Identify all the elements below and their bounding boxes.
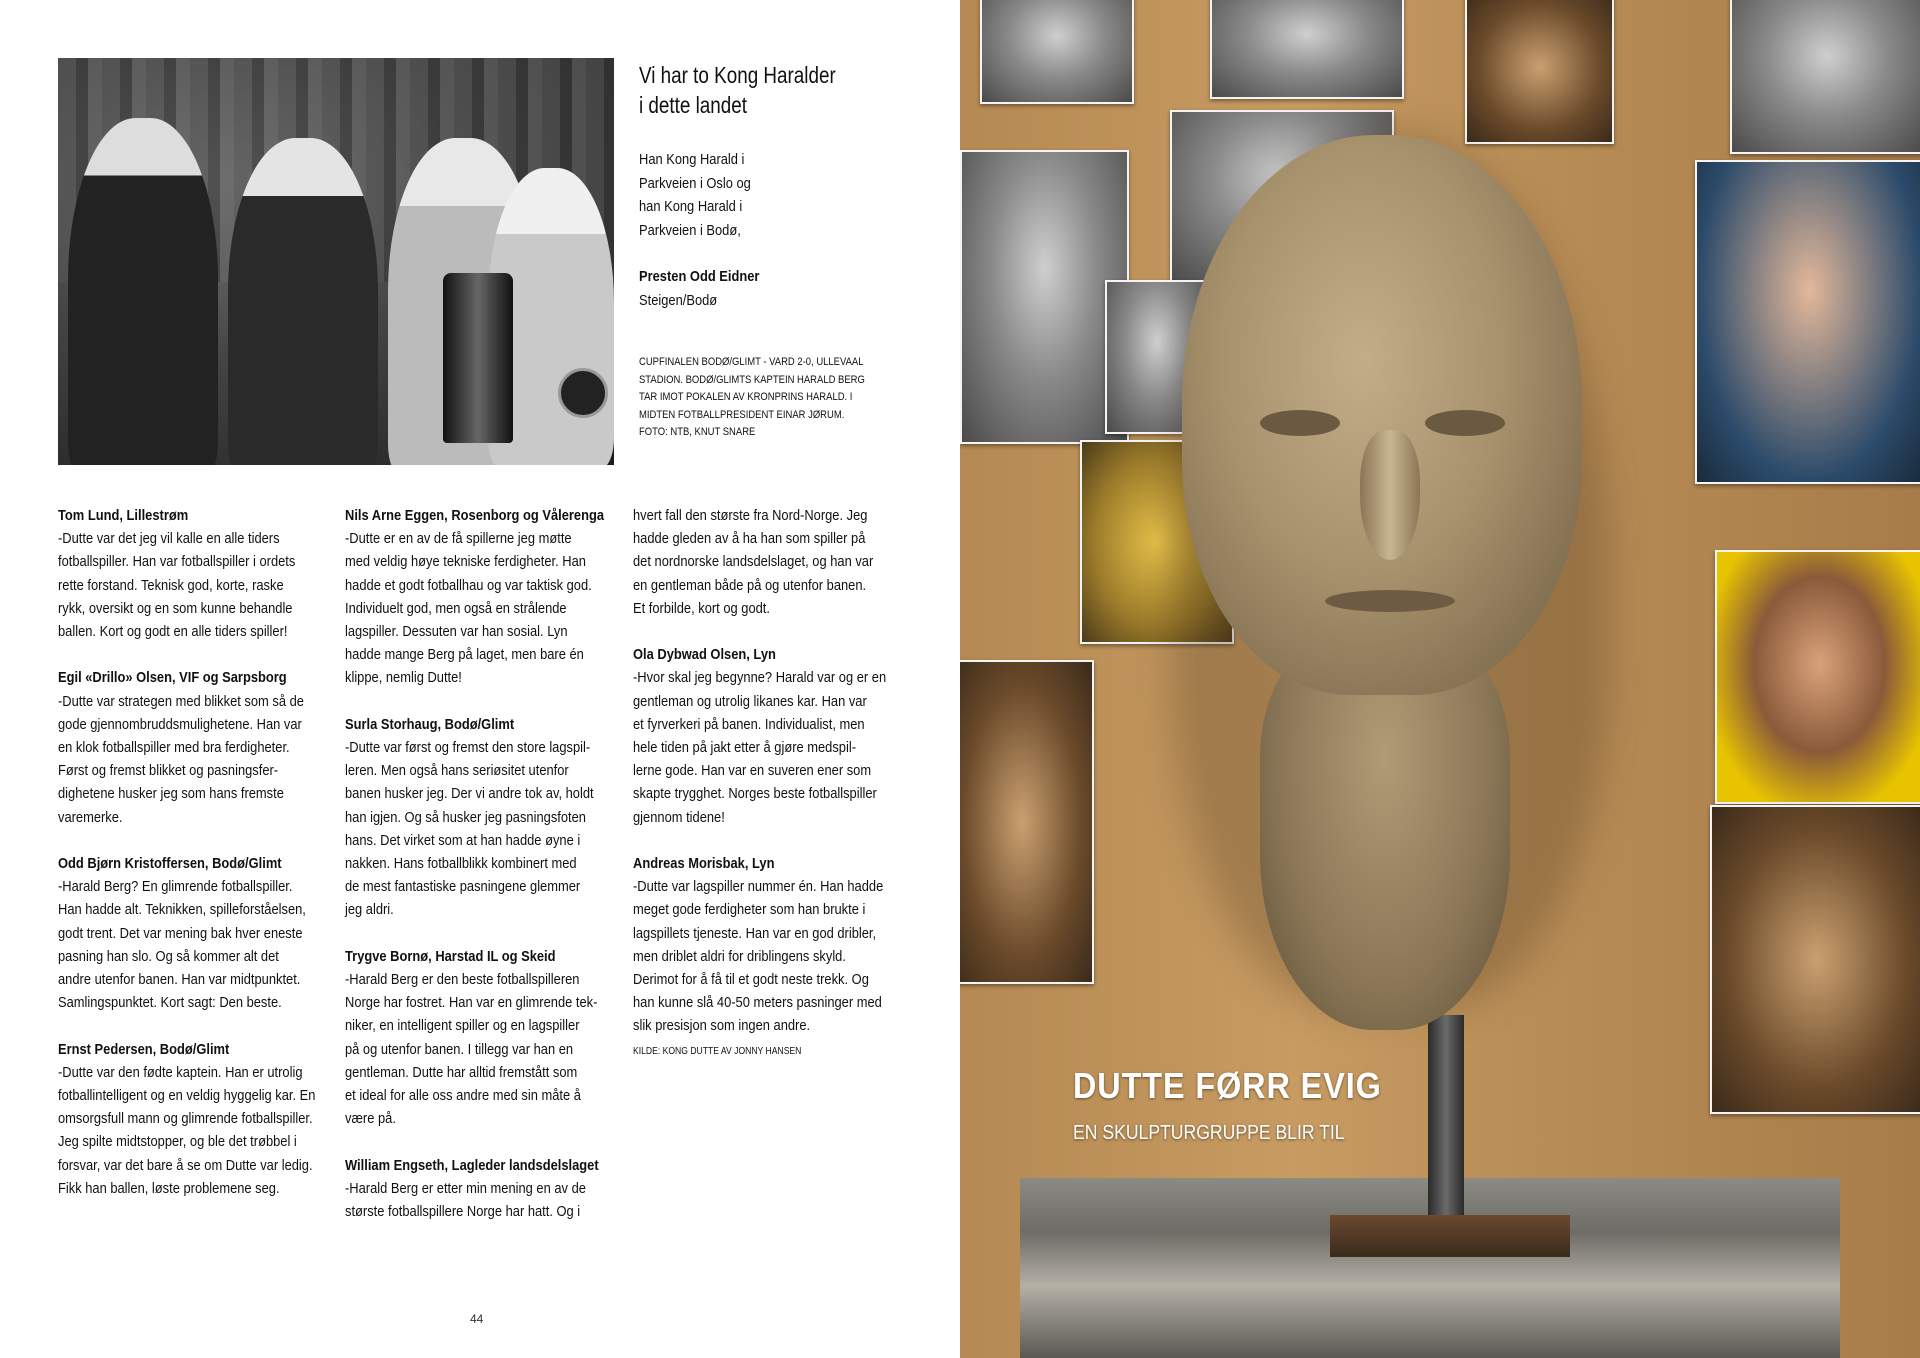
quote-text: hvert fall den største fra Nord-Norge. Jeg — [633, 507, 868, 524]
quote-text: -Hvor skal jeg begynne? Harald var og er en — [633, 669, 887, 687]
quote-text: gode gjennombruddsmulighetene. Han var — [58, 715, 302, 733]
quote-text: gentleman. Dutte har alltid fremstått som — [345, 1063, 578, 1081]
quotes-column-3 — [633, 504, 913, 1060]
quote-text: -Dutte var strategen med blikket som så de — [58, 692, 304, 710]
quote-text: gjennom tidene! — [633, 808, 725, 826]
quote-text: men driblet aldri for driblingens skyld. — [633, 947, 846, 965]
quote-text: gentleman og utrolig likanes kar. Han var — [633, 692, 867, 710]
quote-text: dighetene husker jeg som hans fremste — [58, 785, 284, 803]
quote-text: Individuelt god, men også en strålende — [345, 599, 567, 617]
quote-author: William Engseth, Lagleder landsdelslaget — [345, 1156, 599, 1174]
cup-final-photo — [58, 58, 614, 465]
quote-text: slik presisjon som ingen andre. — [633, 1017, 811, 1035]
quote-text: -Harald Berg er etter min mening en av de — [345, 1179, 586, 1197]
quote-text: -Dutte var det jeg vil kalle en alle tiders — [58, 530, 280, 548]
quote-text: hadde et godt fotballhau og var taktisk god. — [345, 576, 592, 594]
quote-text: med veldig høye tekniske ferdigheter. Han — [345, 553, 586, 571]
quote-text: lagspillets tjeneste. Han var en god dribler, — [633, 924, 877, 942]
quote-text: -Dutte var lagspiller nummer én. Han hadde — [633, 878, 884, 896]
quote-text: det nordnorske landsdelslaget, og han var — [633, 553, 874, 571]
poem-author: Presten Odd Eidner Steigen/Bodø — [639, 268, 760, 309]
quotes-column-2 — [345, 504, 625, 1223]
sculpture-photo — [960, 0, 1920, 1358]
quote-author: Andreas Morisbak, Lyn — [633, 855, 775, 873]
quote-text: han kunne slå 40-50 meters pasninger med — [633, 994, 882, 1012]
quote-text: fotballintelligent og en veldig hyggelig kar. En — [58, 1087, 316, 1105]
quote-text: hele tiden på jakt etter å gjøre medspil- — [633, 739, 857, 757]
quote-text: jeg aldri. — [345, 901, 394, 919]
quote-text: nakken. Hans fotballblikk kombinert med — [345, 855, 577, 873]
quote-author: Tom Lund, Lillestrøm — [58, 507, 189, 524]
quote-text: leren. Men også hans seriøsitet utenfor — [345, 762, 569, 780]
quote-text: Fikk han ballen, løste problemene seg. — [58, 1179, 280, 1197]
quote-text: banen husker jeg. Der vi andre tok av, holdt — [345, 785, 594, 803]
quote-text: et fyrverkeri på banen. Individualist, men — [633, 715, 865, 733]
quote-author: Nils Arne Eggen, Rosenborg og Vålerenga — [345, 507, 605, 524]
quote-text: lagspiller. Dessuten var han sosial. Lyn — [345, 623, 568, 641]
photo-caption: CUPFINALEN BODØ/GLIMT - VARD 2-0, ULLEVAAL STADION. BODØ/GLIMTS KAPTEIN HARALD BERG TAR IMOT POKALEN AV KRONPRINS HARALD. I MIDTEN FOTBALLPRESIDENT EINAR JØRUM. FOTO: NTB, KNUT SNARE — [639, 356, 865, 438]
quote-text: niker, en intelligent spiller og en lagspiller — [345, 1017, 580, 1035]
quote-text: hadde gleden av å ha han som spiller på — [633, 530, 866, 548]
page-number: 44 — [470, 1312, 484, 1326]
quote-text: -Dutte var den fødte kaptein. Han er utrolig — [58, 1063, 303, 1081]
quote-continuation — [633, 504, 913, 620]
quote-text: rykk, oversikt og en som kunne behandle — [58, 599, 293, 617]
quotes-column-1 — [58, 504, 338, 1200]
quote-text: skapte trygghet. Norges beste fotballspiller — [633, 785, 877, 803]
quote-text: forsvar, var det bare å se om Dutte var ledig. — [58, 1156, 313, 1174]
quote-text: en gentleman både på og utenfor banen. — [633, 576, 867, 594]
quote-text: Jeg spilte midtstopper, og ble det trøbbel i — [58, 1133, 297, 1151]
quote-text: de mest fantastiske pasningene glemmer — [345, 878, 581, 896]
quote-text: han igjen. Og så husker jeg pasningsfoten — [345, 808, 586, 826]
quote-text: en klok fotballspiller med bra ferdigheter. — [58, 739, 290, 757]
quote-text: -Harald Berg? En glimrende fotballspiller. — [58, 878, 293, 896]
quote-text: pasning han slo. Og så kommer alt det — [58, 947, 279, 965]
quote-text: varemerke. — [58, 808, 123, 826]
trophy-icon — [443, 273, 513, 443]
quote-author: Ernst Pedersen, Bodø/Glimt — [58, 1040, 230, 1058]
quote-author: Trygve Bornø, Harstad IL og Skeid — [345, 947, 556, 965]
quote-text: klippe, nemlig Dutte! — [345, 669, 462, 687]
sculpture-title: DUTTE FØRR EVIG — [1073, 1065, 1382, 1106]
quote-author: Ola Dybwad Olsen, Lyn — [633, 646, 776, 664]
quote-text: hans. Det virket som at han hadde øyne i — [345, 831, 581, 849]
sculpture-subtitle: EN SKULPTURGRUPPE BLIR TIL — [1073, 1122, 1345, 1144]
quote-text: lerne gode. Han var en suveren ener som — [633, 762, 872, 780]
quote-text: ballen. Kort og godt en alle tiders spiller! — [58, 623, 288, 641]
quote-author: Odd Bjørn Kristoffersen, Bodø/Glimt — [58, 855, 282, 873]
source-credit: KILDE: KONG DUTTE AV JONNY HANSEN — [633, 1045, 802, 1057]
quote-text: Samlingspunktet. Kort sagt: Den beste. — [58, 994, 282, 1012]
quote-text: være på. — [345, 1110, 396, 1128]
quote-text: omsorgsfull mann og glimrende fotballspiller. — [58, 1110, 313, 1128]
quote-text: Han hadde alt. Teknikken, spilleforståelsen, — [58, 901, 306, 919]
quote-text: godt trent. Det var mening bak hver eneste — [58, 924, 303, 942]
quote-text: -Dutte var først og fremst den store lagspil- — [345, 739, 591, 757]
quote-author: Egil «Drillo» Olsen, VIF og Sarpsborg — [58, 669, 287, 687]
quote-text: Et forbilde, kort og godt. — [633, 599, 770, 617]
quote-text: andre utenfor banen. Han var midtpunktet. — [58, 971, 301, 989]
quote-text: Derimot for å få til et godt neste trekk. Og — [633, 971, 869, 989]
quote-author: Surla Storhaug, Bodø/Glimt — [345, 715, 515, 733]
quote-text: Norge har fostret. Han var en glimrende tek- — [345, 994, 598, 1012]
quote-text: Først og fremst blikket og pasningsfer- — [58, 762, 279, 780]
poem-heading: Vi har to Kong Haralder i dette landet — [639, 62, 836, 118]
quote-text: et ideal for alle oss andre med sin måte å — [345, 1087, 581, 1105]
quote-text: rette forstand. Teknisk god, korte, raske — [58, 576, 284, 594]
quote-text: på og utenfor banen. I tillegg var han en — [345, 1040, 574, 1058]
quote-text: fotballspiller. Han var fotballspiller i ordets — [58, 553, 296, 571]
poem-text: Han Kong Harald i Parkveien i Oslo og han Kong Harald i Parkveien i Bodø, — [639, 151, 751, 239]
quote-text: -Harald Berg er den beste fotballspilleren — [345, 971, 580, 989]
quote-text: -Dutte er en av de få spillerne jeg møtte — [345, 530, 572, 548]
quote-text: meget gode ferdigheter som han brukte i — [633, 901, 866, 919]
quote-text: største fotballspillere Norge har hatt. Og i — [345, 1203, 581, 1221]
quote-text: hadde mange Berg på laget, men bare én — [345, 646, 584, 664]
